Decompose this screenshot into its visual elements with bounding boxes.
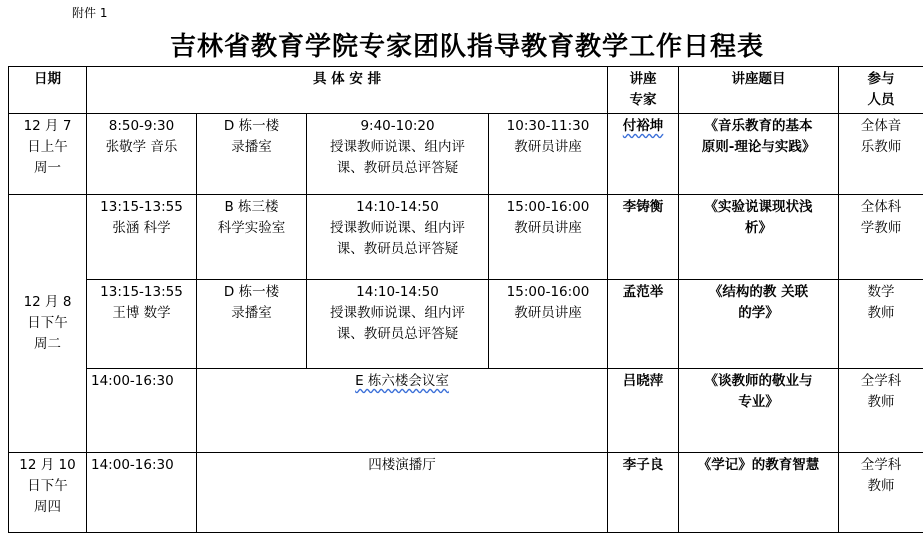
topic-cell: 《学记》的教育智慧 xyxy=(679,453,839,533)
participants-cell: 全体科 学教师 xyxy=(839,195,923,280)
place-cell: E 栋六楼会议室 xyxy=(197,369,608,453)
lecture-cell: 10:30-11:30 教研员讲座 xyxy=(489,114,608,195)
lecture-cell: 15:00-16:00 教研员讲座 xyxy=(489,280,608,369)
place-cell: D 栋一楼 录播室 xyxy=(197,114,307,195)
expert-cell: 吕晓萍 xyxy=(608,369,679,453)
participants-cell: 数学 教师 xyxy=(839,280,923,369)
expert-cell: 孟范举 xyxy=(608,280,679,369)
participants-cell: 全学科 教师 xyxy=(839,453,923,533)
lesson-cell: 13:15-13:55 张涵 科学 xyxy=(87,195,197,280)
header-arrangement: 具 体 安 排 xyxy=(87,67,608,114)
time-cell: 14:00-16:30 xyxy=(87,369,197,453)
header-date: 日期 xyxy=(9,67,87,114)
expert-cell: 李铸衡 xyxy=(608,195,679,280)
review-cell: 14:10-14:50 授课教师说课、组内评 课、教研员总评答疑 xyxy=(307,195,489,280)
lecture-cell: 15:00-16:00 教研员讲座 xyxy=(489,195,608,280)
topic-cell: 《实验说课现状浅 析》 xyxy=(679,195,839,280)
review-cell: 9:40-10:20 授课教师说课、组内评 课、教研员总评答疑 xyxy=(307,114,489,195)
time-cell: 14:00-16:30 xyxy=(87,453,197,533)
table-row xyxy=(9,195,923,280)
attachment-label: 附件 1 xyxy=(72,6,108,20)
header-topic: 讲座题目 xyxy=(679,67,839,114)
header-row xyxy=(9,67,923,114)
table-row xyxy=(9,114,923,195)
expert-cell: 李子良 xyxy=(608,453,679,533)
table-row xyxy=(9,453,923,533)
table-row xyxy=(9,280,923,369)
date-cell: 12 月 10 日下午 周四 xyxy=(9,453,87,533)
table-row xyxy=(9,369,923,453)
lesson-cell: 8:50-9:30 张敬学 音乐 xyxy=(87,114,197,195)
place-cell: D 栋一楼 录播室 xyxy=(197,280,307,369)
participants-cell: 全学科 教师 xyxy=(839,369,923,453)
date-cell: 12 月 7 日上午 周一 xyxy=(9,114,87,195)
topic-cell: 《音乐教育的基本 原则-理论与实践》 xyxy=(679,114,839,195)
lesson-cell: 13:15-13:55 王博 数学 xyxy=(87,280,197,369)
header-participants: 参与 人员 xyxy=(839,67,923,114)
review-cell: 14:10-14:50 授课教师说课、组内评 课、教研员总评答疑 xyxy=(307,280,489,369)
schedule-table xyxy=(8,66,923,533)
date-cell: 12 月 8 日下午 周二 xyxy=(9,195,87,453)
place-cell: B 栋三楼 科学实验室 xyxy=(197,195,307,280)
topic-cell: 《结构的教 关联 的学》 xyxy=(679,280,839,369)
expert-cell: 付裕坤 xyxy=(608,114,679,195)
header-expert: 讲座 专家 xyxy=(608,67,679,114)
page-title: 吉林省教育学院专家团队指导教育教学工作日程表 xyxy=(170,32,765,62)
participants-cell: 全体音 乐教师 xyxy=(839,114,923,195)
place-cell: 四楼演播厅 xyxy=(197,453,608,533)
topic-cell: 《谈教师的敬业与 专业》 xyxy=(679,369,839,453)
